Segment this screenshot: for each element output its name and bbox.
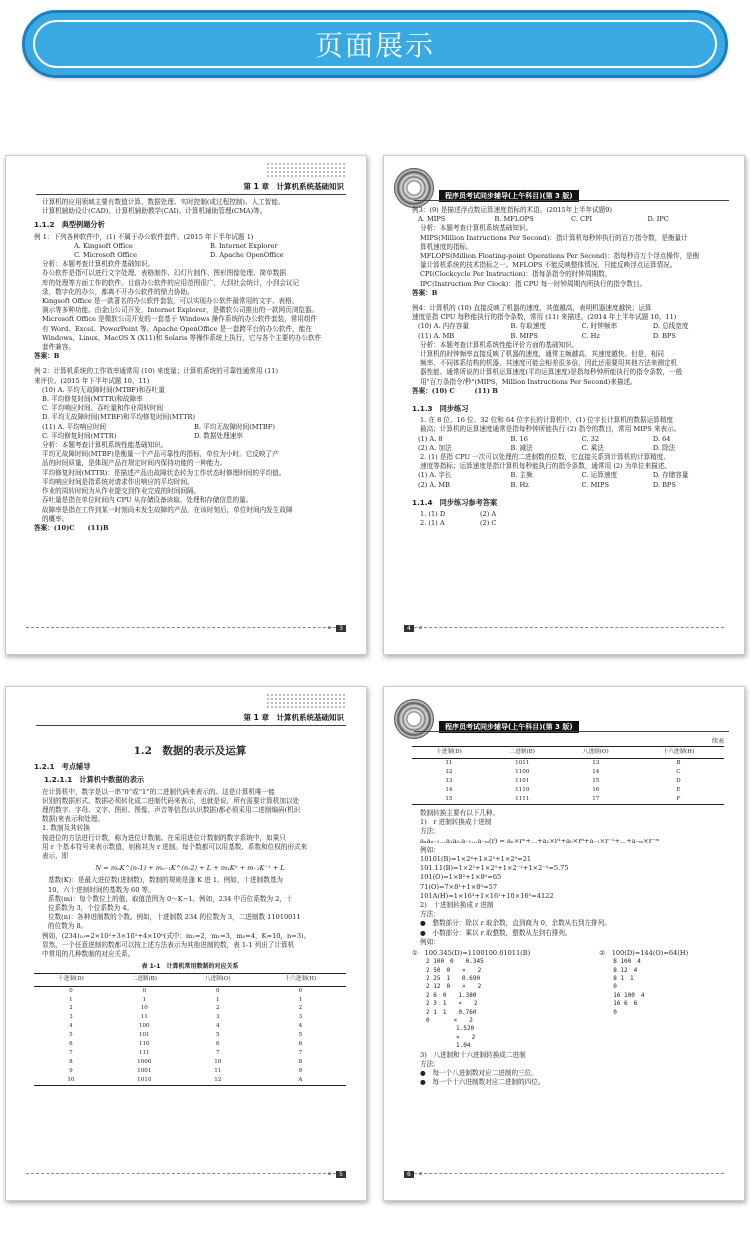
paragraph-line: 在计算机中，数字是以一串“0”或“1”的二进制代码来表示的。这是计算机唯一能 [42, 787, 275, 796]
table-row [34, 1067, 346, 1076]
table-cell: 1101 [515, 778, 530, 785]
table-cell: E [676, 787, 681, 794]
conversion-step: 2 100 0 0.345 [426, 958, 484, 966]
table-header-cell: 十六进制(H) [255, 974, 346, 986]
paragraph-line: 例如： [420, 845, 440, 854]
table-cell: 6 [69, 1041, 73, 1048]
analysis-line: 品的时间质量，是体现产品在规定时间内保持功能的一种能力。 [42, 459, 227, 468]
bullet-line: 基数(K)：是最大进位数(进制数)，数制的规则是逢 K 进 1。例如，十进制数基为 [48, 876, 284, 885]
example-1-answer: 答案：B [34, 352, 60, 361]
table-row [412, 759, 724, 768]
option: D. Apache OpenOffice [210, 251, 284, 260]
table-cell: 100 [138, 1023, 150, 1030]
option: D. IPC [647, 215, 669, 224]
banner-border [33, 20, 717, 68]
conversion-step: 2 50 0 × 2 [426, 966, 482, 974]
option: D. 存储容量 [652, 471, 689, 480]
table-cell: 11 [140, 1014, 148, 1021]
paragraph-line: 1) r 进制转换成十进制 [420, 818, 492, 827]
table-row [412, 795, 724, 804]
option: (1) A. 8 [418, 434, 443, 443]
example-1-question: 例 1：下列各种软件中，(1) 不属于办公软件套件。(2015 年下半年试题 1) [34, 232, 254, 241]
analysis-line: 演示等多种功能。由金山公司开发，Internet Explorer，是微软公司推出的一款网页浏览器。 [42, 306, 319, 315]
section-heading: 1.1.3 同步练习 [412, 404, 469, 414]
analysis-line: 吞吐量是指在单位时间内 CPU 从存储设备读取、处理和存储信息的量。 [42, 496, 253, 505]
table-cell: 5 [69, 1032, 73, 1039]
number-system-table-continued [412, 746, 724, 805]
conversion-step: 1.04 [426, 1042, 471, 1050]
analysis-line: 用"百万条指令/秒"(MIPS，Million Instructions Per Second)来描述。 [420, 377, 637, 386]
paragraph-line: 方法： [420, 1059, 440, 1068]
table-cell: 5 [298, 1032, 303, 1039]
option: B. MIPS [510, 331, 538, 340]
table-header-cell: 十进制(D) [34, 974, 108, 986]
table-cell: 11 [445, 760, 453, 767]
analysis-line: 分析：本题考查计算机软件基础知识。 [42, 260, 155, 269]
option: C. Hz [581, 331, 600, 340]
example-2-question: 例 2：计算机系统的工作效率通常用 (10) 来度量；计算机系统的可靠性通常用 (11) [34, 367, 279, 376]
option: D. 64 [652, 434, 671, 443]
option: D. 除法 [652, 443, 676, 452]
exercise-question: 1. 在 8 位、16 位、32 位和 64 位字长的计算机中，(1) 位字长计算机的数据运算精度 [420, 416, 673, 425]
header-rule [36, 194, 346, 195]
table-header-cell: 八进制(O) [559, 747, 633, 759]
option-row [412, 481, 724, 490]
page-number: 3 [336, 625, 346, 632]
table-cell: 7 [69, 1050, 73, 1057]
option: B. 16 [510, 434, 528, 443]
table-header-cell: 八进制(O) [181, 974, 255, 986]
table-cell: 2 [215, 1005, 220, 1012]
table-cell: F [633, 795, 724, 804]
table-cell: 3 [298, 1014, 303, 1021]
page-body [34, 198, 346, 533]
option-row [412, 444, 724, 453]
table-cell: 9 [69, 1067, 73, 1074]
table-cell: C [676, 769, 681, 776]
exercise-question: 速度等指标；运算速度是指计算机每秒能执行的指令条数，通常用 (2) 为单位来描述。 [420, 462, 671, 471]
option: B. MFLOPS [494, 215, 534, 224]
analysis-line: CPI(Clockcycle Per Instruction)：指每条指令的时钟周期数。 [420, 270, 612, 279]
option: A. MIPS [418, 215, 446, 224]
table-cell: 9 [298, 1067, 303, 1074]
option: C. 运算速度 [581, 471, 618, 480]
number-system-table [34, 973, 346, 1085]
table-cell: 15 [592, 778, 600, 785]
table-cell: 8 [69, 1058, 73, 1065]
analysis-line: 录，数字化的办公，都离不开办公软件的鼎力协助。 [42, 287, 194, 296]
book-page-6 [383, 686, 745, 1201]
paragraph-line: 10101(B)=1×2⁴+1×2²+1×2⁰=21 [420, 854, 532, 863]
table-row [412, 777, 724, 786]
paragraph-line: ● 小数部分：乘以 r 取整数，整数从左到右排列。 [420, 928, 572, 937]
table-cell: 3 [215, 1014, 220, 1021]
subsection-heading: 1.2.1.1 计算机中数据的表示 [44, 775, 145, 785]
analysis-line: 量计算机系统的技术指标之一。MFLOPS 不能反映整体情况，只能反映浮点运算情况。 [420, 261, 677, 270]
table-header-cell: 十进制(D) [412, 747, 486, 759]
answer: 1. (1) D [420, 510, 446, 519]
chapter-section-title: 1.2 数据的表示及运算 [133, 745, 247, 757]
paragraph-line: 71(O)=7×8¹+1×8⁰=57 [420, 882, 498, 891]
analysis-line: 平均修复时间(MTTR)：是描述产品由故障状态转为工作状态时修理时间的平均值。 [42, 468, 286, 477]
table-cell: 5 [215, 1032, 220, 1039]
answer: (2) A [480, 510, 497, 519]
table-cell: 1 [142, 996, 147, 1003]
option: C. 32 [581, 434, 600, 443]
table-cell: 14 [445, 787, 453, 794]
paragraph-line: 3) 八进制和十六进制转换成二进制 [420, 1050, 526, 1059]
conversion-step: 2 6 0 1.380 [426, 991, 477, 999]
answer: (2) C [480, 519, 497, 528]
book-page-3 [5, 155, 367, 655]
conversion-step: 2 3 1 × 2 [426, 1000, 478, 1008]
page-header: 程序员考试同步辅导(上午科目)(第 3 版) [439, 721, 579, 733]
table-cell: 10 [34, 1076, 108, 1085]
table-cell: 4 [215, 1023, 220, 1030]
paragraph-line: 1. 数制及其转换 [42, 824, 90, 833]
table-cell: 12 [181, 1076, 255, 1085]
table-cell: 2 [69, 1005, 73, 1012]
paragraph-line: 方法： [420, 910, 440, 919]
analysis-line: MFLOPS(Million Floating-point Operations Per Second)：指每秒百万个浮点操作，是衡 [420, 252, 700, 261]
table-cell: 2 [298, 1005, 303, 1012]
table-row [34, 1022, 346, 1031]
page-body [412, 737, 724, 1087]
table-cell: 13 [445, 778, 453, 785]
analysis-line: 分析：本题考查计算机系统性能评价方面的基础知识。 [420, 340, 579, 349]
table-caption: 表 1-1 计算机常用数制的对应关系 [141, 963, 239, 971]
arrow-icon: » [327, 1169, 332, 1178]
answer: 2. (1) A [420, 519, 445, 528]
table-cell: 1100 [515, 769, 530, 776]
section-heading-answers: 1.1.4 同步练习参考答案 [412, 497, 498, 507]
paragraph-line: 101A(H)=1×16³+1×16¹+10×16⁰=4122 [420, 891, 554, 900]
conversion-step: 1.520 [426, 1025, 475, 1033]
header-rule [36, 725, 346, 726]
example-line: 显然，一个任意进制的数都可以按上述方法表示为其他进制的数，表 1-1 列出了计算机 [42, 940, 295, 949]
table-cell: 4 [298, 1023, 303, 1030]
page-number: 5 [336, 1171, 346, 1178]
table-cell: 12 [445, 769, 453, 776]
option: (2) A. MB [418, 480, 450, 489]
conversion-step: × 2 [426, 1033, 476, 1041]
table-row [34, 1031, 346, 1040]
table-cell: A [255, 1076, 346, 1085]
table-cell: 16 [592, 787, 600, 794]
option: C. 平均修复时间(MTTR) [42, 431, 117, 440]
table-cell: 6 [215, 1041, 220, 1048]
option: (2) A. 加法 [418, 443, 452, 452]
analysis-line: 套件兼容。 [42, 343, 75, 352]
option: (10) A. 平均无故障时间(MTBF)和吞吐量 [42, 385, 165, 394]
table-cell: 1011 [515, 760, 530, 767]
example-3-answer: 答案：B [412, 288, 438, 297]
table-cell: 7 [298, 1050, 303, 1057]
conversion-example-1-title: ① 100.345(D)=1100100.01011(B) [412, 948, 531, 957]
table-cell: 10 [214, 1058, 222, 1065]
table-cell: 6 [298, 1041, 303, 1048]
bullet-line: 10，六十进制时间的基数为 60 等。 [48, 885, 155, 894]
exercise-question: 最高；计算机的运算速度通常是指每秒钟所能执行 (2) 指令的数目，常用 MIPS 来表示。 [420, 425, 681, 434]
analysis-line: MIPS(Million Instructions Per Second)：指计算机每秒钟执行的百万指令数，是衡量计 [420, 233, 688, 242]
footer-rule [26, 1173, 346, 1174]
conversion-step: 0 × 2 [426, 1017, 473, 1025]
analysis-line: 的概率。 [42, 514, 69, 523]
paragraph-line: 数据)来表示和处理。 [42, 815, 104, 824]
intro-line: 计算机的应用领域主要有数值计算、数据处理、实时控制(或过程控制)、人工智能、 [42, 198, 285, 206]
option: D. 平均无故障时间(MTBF)和平均修复时间(MTTR) [42, 413, 196, 422]
option: C. 时钟频率 [581, 322, 618, 331]
intro-line: 计算机辅助设计(CAD)、计算机辅助教学(CAI)、计算机辅助管理(CMA)等。 [42, 207, 267, 216]
disc-logo-icon [394, 699, 434, 739]
table-cell: 1010 [108, 1076, 181, 1085]
example-4-answer: 答案：(10) C (11) B [412, 386, 498, 395]
table-cell: 8 [298, 1058, 303, 1065]
table-cell: 17 [559, 795, 633, 804]
option: (11) A. 平均响应时间 [42, 422, 107, 431]
option: (1) A. 字长 [418, 471, 452, 480]
section-heading: 1.1.2 典型例题分析 [34, 220, 105, 230]
table-cell: 11 [214, 1067, 222, 1074]
analysis-line: 算机速度的指标。 [420, 242, 473, 251]
arrow-icon: » [327, 623, 332, 632]
table-row [34, 1058, 346, 1067]
paragraph-line: 识别的数据形式。数据必须转化成二进制代码来表示，也就是说，所有需要计算机加以处 [42, 796, 300, 805]
table-cell: 1 [298, 996, 303, 1003]
table-header-cell: 十六进制(H) [633, 747, 724, 759]
conversion-step: 8 1 1 [613, 975, 634, 982]
arrow-icon: « [418, 623, 423, 632]
conversion-step: 0 [613, 983, 617, 991]
table-cell: B [676, 760, 681, 767]
option: C. 平均响应时间、吞吐量和作业周转时间 [42, 404, 164, 413]
analysis-line: 分析：本题考查计算机系统基础知识。 [420, 224, 533, 233]
paragraph-line: ● 每一个八进制数对应二进制的三位。 [420, 1069, 538, 1078]
paragraph-line: 101(O)=1×8²+1×8⁰=65 [420, 873, 502, 882]
option: D. BPS [652, 331, 676, 340]
page-number: 6 [404, 1171, 414, 1178]
example-2-answer: 答案：(10)C (11)B [34, 523, 109, 532]
footer-rule [26, 627, 346, 628]
header-rule [414, 200, 729, 201]
paragraph-line: 按进位的方法进行计数，称为进位计数制。在采用进位计数制的数字系统中，如果只 [42, 833, 286, 842]
table-cell: 1000 [137, 1058, 152, 1065]
table-row [34, 1040, 346, 1049]
paragraph-line: 例如： [420, 937, 440, 946]
example-3-question: 例3：(9) 是描述浮点数运算速度指标的术语。(2015年上半年试题9) [412, 206, 613, 214]
table-cell: 1110 [515, 787, 530, 794]
table-cell: 15 [412, 795, 486, 804]
exercise-question: 2. (1) 是指 CPU 一次可以处理的二进制数的位数，它直接关系到计算机的计算精度、 [420, 453, 670, 462]
option: C. CPI [571, 215, 593, 224]
conversion-step: 16 100 4 [613, 991, 645, 999]
option: D. BPS [652, 480, 676, 489]
analysis-line: Kingsoft Office 是一款著名的办公软件套装，可以实现办公软件最常用的文字、表格、 [42, 297, 299, 306]
page-banner [22, 10, 728, 78]
dot-pattern-decoration [266, 693, 346, 709]
analysis-line: IPC(Instruction Per Clock)：指 CPU 每一时钟周期内所执行的指令数目。 [420, 279, 647, 288]
paragraph-line: 数制转换主要有以下几种。 [420, 808, 500, 817]
bullet-line: 系数(m)：每个数位上的值，取值范围为 0～K−1。例如，234 中百位系数为 2，十 [48, 894, 293, 903]
option-row [412, 322, 724, 331]
conversion-step: 8 12 4 [613, 966, 638, 974]
table-cell: 14 [592, 769, 600, 776]
footer-rule [404, 1173, 724, 1174]
header-rule [414, 731, 729, 732]
example-4-question: 速度是指 CPU 每秒能执行的指令条数，常用 (11) 来描述。(2014 年上半年试题 10、11) [412, 313, 677, 322]
conversion-step: 2 1 1 0.760 [426, 1008, 477, 1016]
page-header: 第 1 章 计算机系统基础知识 [243, 713, 344, 722]
answer-row [412, 510, 724, 519]
table-cell: 1001 [137, 1067, 152, 1074]
option-row [412, 471, 724, 480]
analysis-line: 办公软件是指可以进行文字处理、表格制作、幻灯片制作、图形图像处理、简单数据 [42, 269, 286, 278]
option: (11) A. MB [418, 331, 455, 340]
table-row [412, 786, 724, 795]
dot-pattern-decoration [266, 162, 346, 178]
banner-title: 页面展示 [314, 29, 435, 62]
page-header: 第 1 章 计算机系统基础知识 [243, 182, 344, 191]
book-page-4 [383, 155, 745, 655]
option: B. 减法 [510, 443, 533, 452]
option: B. 存取速度 [510, 322, 546, 331]
paragraph-line: 用 r 个基本符号来表示数值，则称其为 r 进制。每个数都可以用基数、系数和位权的形式来 [42, 842, 308, 851]
conversion-step: 8 100 4 [613, 958, 641, 966]
analysis-line: Microsoft Office 是微软公司开发的一套基于 Windows 操作系统的办公软件套装，常用组件 [42, 315, 318, 324]
conversion-step: 16 6 6 [613, 1000, 638, 1008]
table-cell: 0 [142, 987, 147, 994]
arrow-icon: « [418, 1169, 423, 1178]
analysis-line: 计算机的时钟频率直接反映了机器的速度，通常主频越高，其速度越快。但是，相同 [420, 350, 664, 359]
analysis-line: 故障率是指在工作到某一时刻尚未发生故障的产品，在该时刻后，单位时间内发生故障 [42, 505, 293, 514]
option: C. Microsoft Office [74, 251, 138, 260]
paragraph-line: 表示，即 [42, 852, 69, 861]
paragraph-line: 方法： [420, 827, 440, 836]
table-cell: 0 [298, 987, 303, 994]
analysis-line: 频率、不同体系结构的机器，其速度可能会相差很多倍，因此还需要用其他方法来测定机 [420, 359, 678, 368]
analysis-line: 作业的周转时间为从作业提交到作业完成的时间间隔。 [42, 487, 201, 496]
example-4-question: 例4：计算机的 (10) 直接反映了机器的速度，其值越高，表明机器速度越快；运算 [412, 304, 652, 313]
table-cell: 13 [592, 760, 600, 767]
table-cell: 110 [138, 1041, 150, 1048]
table-cell: 4 [69, 1023, 73, 1030]
table-header-cell: 二进制(B) [486, 747, 559, 759]
table-cell: 1 [215, 996, 220, 1003]
option: D. 总线宽度 [652, 322, 689, 331]
option: (10) A. 内存容量 [418, 322, 469, 331]
footer-rule [404, 627, 724, 628]
option: B. 主频 [510, 471, 533, 480]
table-cell: 101 [138, 1032, 150, 1039]
formula: N = mₙK^(n-1) + mₙ₋₁K^(n-2) + L + m₁K⁰ + m₋₁K⁻¹ + L [95, 864, 285, 873]
option: C. 乘法 [581, 443, 604, 452]
table-row [34, 996, 346, 1005]
table-row [34, 986, 346, 995]
table-cell: 3 [69, 1014, 73, 1021]
answer-row [412, 519, 724, 528]
table-cell: D [676, 778, 681, 785]
bullet-line: 位系数为 3，个位系数为 4。 [48, 904, 134, 913]
table-cell: 7 [215, 1050, 220, 1057]
example-line: 例如，(234)₁₀=2×10²+3×10¹+4×10⁰(式中：m₂=2，m₁=3，m₀=4，K=10，n=3)。 [42, 931, 311, 940]
option: B. Hz [510, 480, 529, 489]
table-cell: 1111 [486, 795, 559, 804]
paragraph-line: 2) 十进制转换成 r 进制 [420, 900, 494, 909]
conversion-step: 2 25 1 0.690 [426, 975, 481, 982]
option: B. 平均无故障时间(MTBF) [194, 422, 275, 431]
option: B. Internet Explorer [210, 241, 278, 250]
option-row [412, 332, 724, 341]
analysis-line: 平均响应时间是指系统对请求作出响应的平均时间。 [42, 477, 194, 486]
page-header: 程序员考试同步辅导(上午科目)(第 3 版) [439, 190, 579, 202]
table-row [34, 1013, 346, 1022]
bullet-line: 的位数为 8。 [48, 922, 88, 931]
example-line: 中常用的几种数制的对应关系。 [42, 950, 135, 959]
analysis-line: 分析：本题考查计算机系统性能基础知识。 [42, 441, 168, 450]
book-page-5 [5, 686, 367, 1201]
continued-label: 续表 [711, 738, 724, 745]
bullet-line: 位数(n)：各种进制数的个数。例如，十进制数 234 的位数为 3，二进制数 11010011 [48, 913, 301, 922]
paragraph-line: 理的数字、字母、文字、图形、图像、声音等信息(认识数据)都必须采用二进制编码(机识 [42, 806, 301, 815]
analysis-line: 平均无故障时间(MTBF)是衡量一个产品可靠性的指标，单位为小时。它反映了产 [42, 450, 279, 459]
analysis-line: Windows、Linux、MacOS X (X11)和 Solaris 等操作系统上执行，它与各个主要的办公软件 [42, 333, 322, 342]
paragraph-line: ● 整数部分：除以 r 取余数，直到商为 0，余数从右到左排列。 [420, 919, 611, 928]
page-body [412, 206, 724, 529]
table-cell: 111 [138, 1050, 150, 1057]
table-cell: 0 [69, 987, 73, 994]
table-cell: 10 [140, 1005, 148, 1012]
option: B. 平均修复时间(MTTR)和故障率 [42, 395, 143, 404]
disc-logo-icon [394, 168, 434, 208]
paragraph-line: aₙaₙ₋₁...a₁a₀.a₋₁...a₋ₘ(r) = aₙ×rⁿ+...+a₁×r¹+a₀×r⁰+a₋₁×r⁻¹+...+a₋ₘ×r⁻ᵐ [420, 836, 660, 845]
conversion-example-2-title: ② 100(D)=144(O)=64(H) [599, 948, 689, 957]
example-2-question: 来评价。(2015 年下半年试题 10、11) [34, 376, 150, 385]
paragraph-line: 101.11(B)=1×2²+1×2⁰+1×2⁻¹+1×2⁻²=5.75 [420, 864, 569, 873]
option-row [412, 435, 724, 444]
table-row [412, 768, 724, 777]
option: D. 数据处理速率 [194, 431, 243, 440]
option: C. MIPS [581, 480, 609, 489]
analysis-line: 器性能。通常所说的计算机运算速度(平均运算速度)是指每秒钟所能执行的指令条数，一般 [420, 368, 683, 377]
section-heading: 1.2.1 考点辅导 [34, 762, 91, 772]
analysis-line: 库的处理等方面工作的软件。目前办公软件的应用范围很广，大到社会统计，小到会议记 [42, 278, 300, 287]
table-row [34, 1004, 346, 1013]
paragraph-line: ● 每一个十六进制数对应二进制的四位。 [420, 1078, 545, 1087]
page-number: 4 [404, 625, 414, 632]
analysis-line: 有 Word、Excel、PowerPoint 等。Apache OpenOffice 是一套跨平台的办公软件，能在 [42, 324, 312, 333]
page-body [34, 745, 346, 1086]
table-row [34, 1076, 346, 1085]
option: A. Kingsoft Office [74, 241, 133, 250]
table-cell: 1 [69, 996, 73, 1003]
conversion-step: 0 [613, 1008, 617, 1016]
table-cell: 0 [215, 987, 220, 994]
table-row [34, 1049, 346, 1058]
conversion-step: 2 12 0 × 2 [426, 983, 482, 991]
table-header-cell: 二进制(B) [108, 974, 181, 986]
